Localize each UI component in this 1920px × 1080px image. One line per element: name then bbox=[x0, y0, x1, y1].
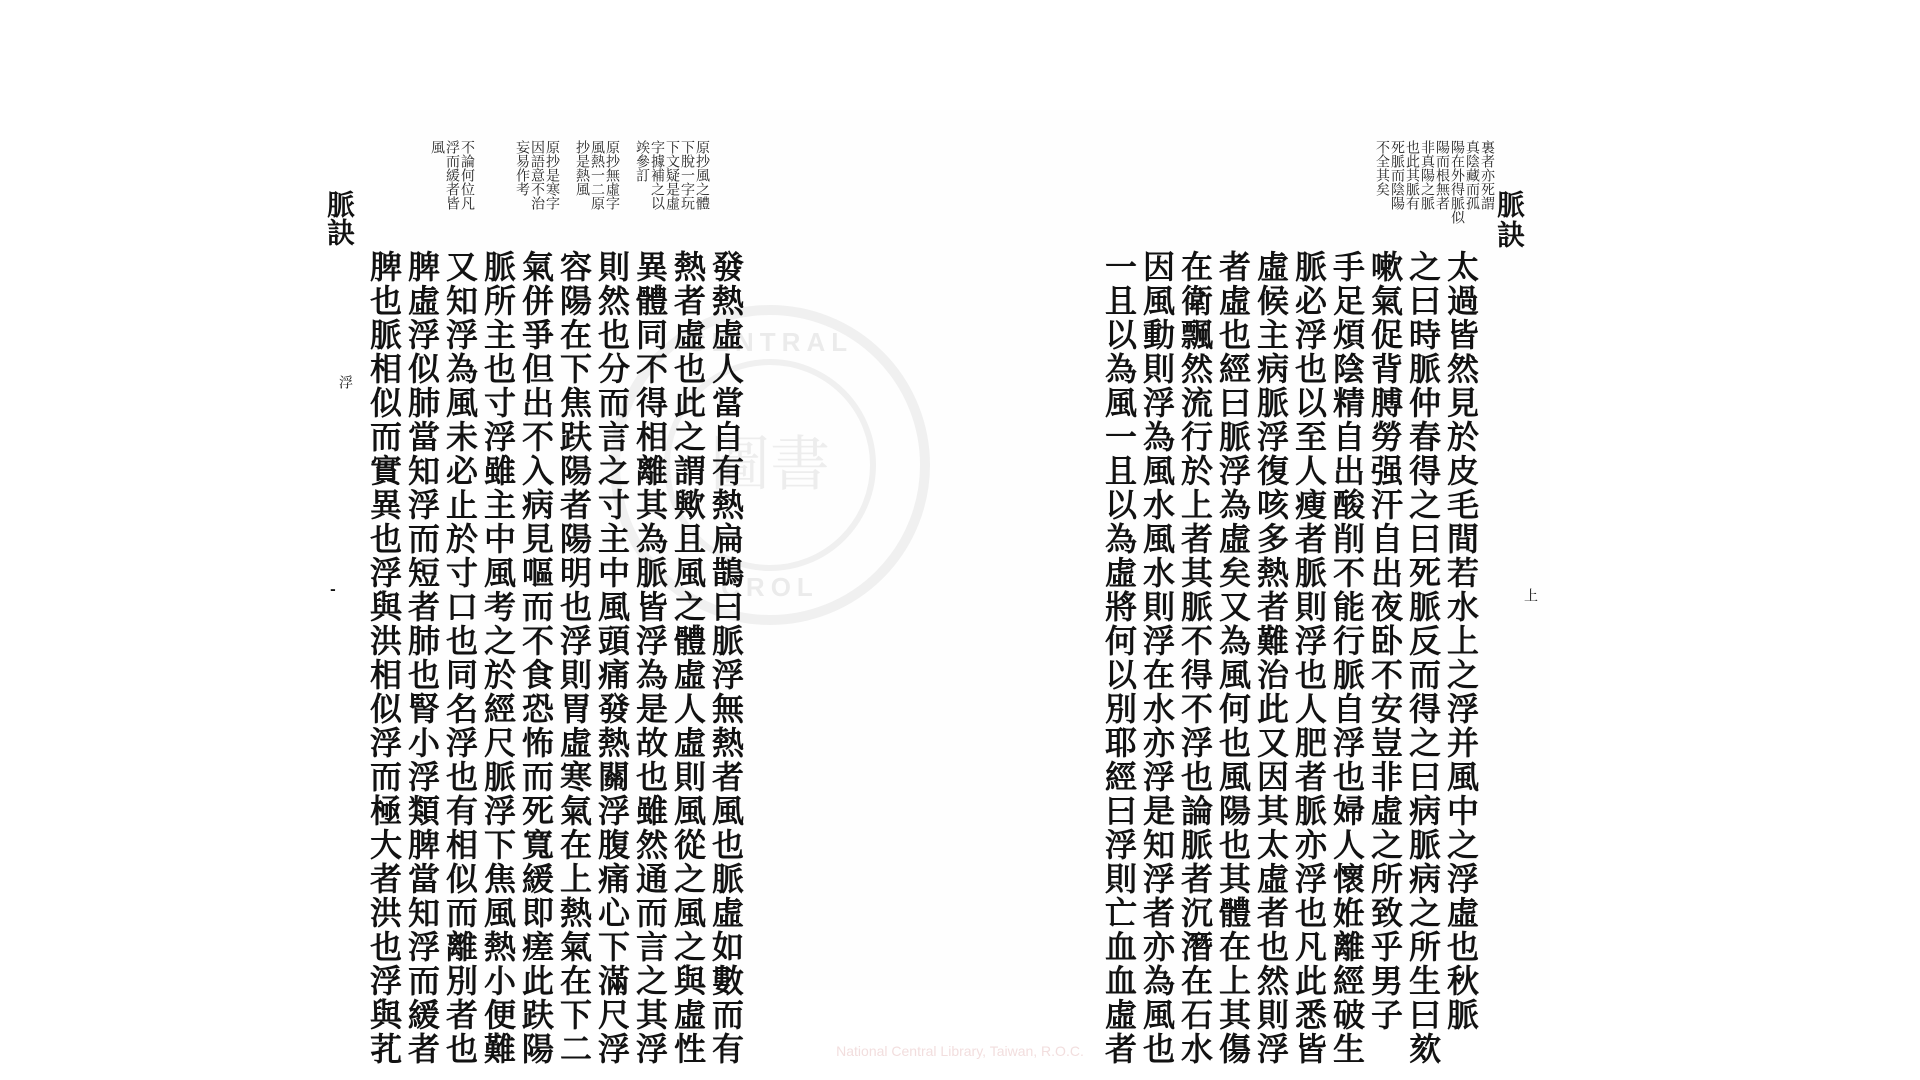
main-text-column: 在衛飄然流行於上者其脈不得不浮也論脈者沉潛在石水 bbox=[1176, 250, 1214, 1066]
main-text-column: 嗽氣促背膊勞强汗自出夜卧不安豈非虛之所致乎男子 bbox=[1366, 250, 1404, 1032]
marginal-note: 下文疑是虛 bbox=[664, 140, 680, 210]
marginal-note: 字據補之以 bbox=[649, 140, 665, 210]
main-text-column: 之曰時脈仲春得之曰死脈反而得之曰病脈病之所生曰欬 bbox=[1404, 250, 1442, 1066]
main-text-column: 虛候主病脈浮復咳多熱者難治此又因其太虛者也然則浮 bbox=[1252, 250, 1290, 1066]
marginal-note: 抄是熱風 bbox=[574, 140, 590, 196]
main-text-column: 脈所主也寸浮雖主中風考之於經尺脈浮下焦風熱小便難 bbox=[479, 250, 517, 1066]
marginal-note: 風熱一二原 bbox=[589, 140, 605, 210]
marginal-note: 妄易作考 bbox=[514, 140, 530, 196]
main-text-column: 手足煩陰精自出酸削不能行脈自浮也婦人懷姙離經破生 bbox=[1328, 250, 1366, 1066]
marginal-note: 陽在外得脈似 bbox=[1449, 140, 1465, 224]
main-text-column: 又知浮為風未必止於寸口也同名浮也有相似而離別者也 bbox=[441, 250, 479, 1066]
marginal-note: 也此其脈有 bbox=[1404, 140, 1420, 210]
main-text-column: 發熱虛人當自有熱扁鵲曰脈浮無熱者風也脈虛如數而有 bbox=[707, 250, 745, 1066]
page-header: 脈訣 bbox=[1493, 190, 1526, 250]
main-text-column: 容陽在下焦趺陽者陽明也浮則胃虛寒氣在上熱氣在下二 bbox=[555, 250, 593, 1066]
seal-center-text: 圖書 bbox=[664, 359, 876, 571]
page-edge-char: 上 bbox=[1522, 588, 1538, 602]
main-text-column: 氣併爭但出不入病見嘔而不食恐怖而死寬緩即瘥此趺陽 bbox=[517, 250, 555, 1066]
main-text-column: 脈必浮也以至人瘦者脈則浮也人肥者脈亦浮也凡此悉皆 bbox=[1290, 250, 1328, 1066]
marginal-note: 原抄無虛字 bbox=[604, 140, 620, 210]
marginal-note: 真陰藏而孤 bbox=[1464, 140, 1480, 210]
right-page bbox=[975, 110, 1550, 1066]
marginal-note: 因語意不治 bbox=[529, 140, 545, 210]
main-text-column: 熱者虛也此之謂歟且風之體虛人虛則風從之風之與虛性 bbox=[669, 250, 707, 1066]
marginal-note: 風 bbox=[429, 140, 445, 154]
marginal-note: 浮而緩者皆 bbox=[444, 140, 460, 210]
marginal-note: 非真陽之脈 bbox=[1419, 140, 1435, 210]
marginal-note: 死脈而陰陽 bbox=[1389, 140, 1405, 210]
marginal-note: 裏者亦死謂 bbox=[1479, 140, 1495, 210]
main-text-column: 者虛也經曰脈浮為虛矣又為風何也風陽也其體在上其傷 bbox=[1214, 250, 1252, 1066]
main-text-column: 則然也分而言之寸主中風頭痛發熱關浮腹痛心下滿尺浮 bbox=[593, 250, 631, 1066]
main-text-column: 因風動則浮為風水風水則浮在水亦浮是知浮者亦為風也 bbox=[1138, 250, 1176, 1066]
marginal-note: 下脫一字玩 bbox=[679, 140, 695, 210]
marginal-note: 原抄是寒字 bbox=[544, 140, 560, 210]
seal-ring-text-top: CENTRAL bbox=[686, 327, 854, 357]
main-text-column: 脾也脈相似而實異也浮與洪相似浮而極大者洪也浮與芤 bbox=[365, 250, 403, 1066]
library-footer: National Central Library, Taiwan, R.O.C. bbox=[836, 1043, 1084, 1059]
fold-section-char: 浮 bbox=[337, 375, 353, 389]
main-text-column: 太過皆然見於皮毛間若水上之浮并風中之浮虛也秋脈 bbox=[1442, 250, 1480, 1032]
main-text-column: 一且以為風一且以為虛將何以別耶經曰浮則亡血血虛者 bbox=[1100, 250, 1138, 1066]
marginal-note: 不全其矣 bbox=[1374, 140, 1390, 196]
marginal-note: 陽而根無者 bbox=[1434, 140, 1450, 210]
main-text-column: 脾虛浮似肺當知浮而短者肺也腎小浮類脾當知浮而緩者 bbox=[403, 250, 441, 1066]
marginal-note: 原抄風之體 bbox=[694, 140, 710, 210]
marginal-note: 竢參訂 bbox=[634, 140, 650, 182]
marginal-note: 不論何位凡 bbox=[459, 140, 475, 210]
fold-mark: - bbox=[330, 582, 336, 598]
fold-title: 脈訣 bbox=[323, 190, 356, 246]
main-text-column: 異體同不得相離其為脈皆浮為是故也雖然通而言之其浮 bbox=[631, 250, 669, 1066]
seal-ring-text-bottom: CROL bbox=[721, 572, 819, 602]
